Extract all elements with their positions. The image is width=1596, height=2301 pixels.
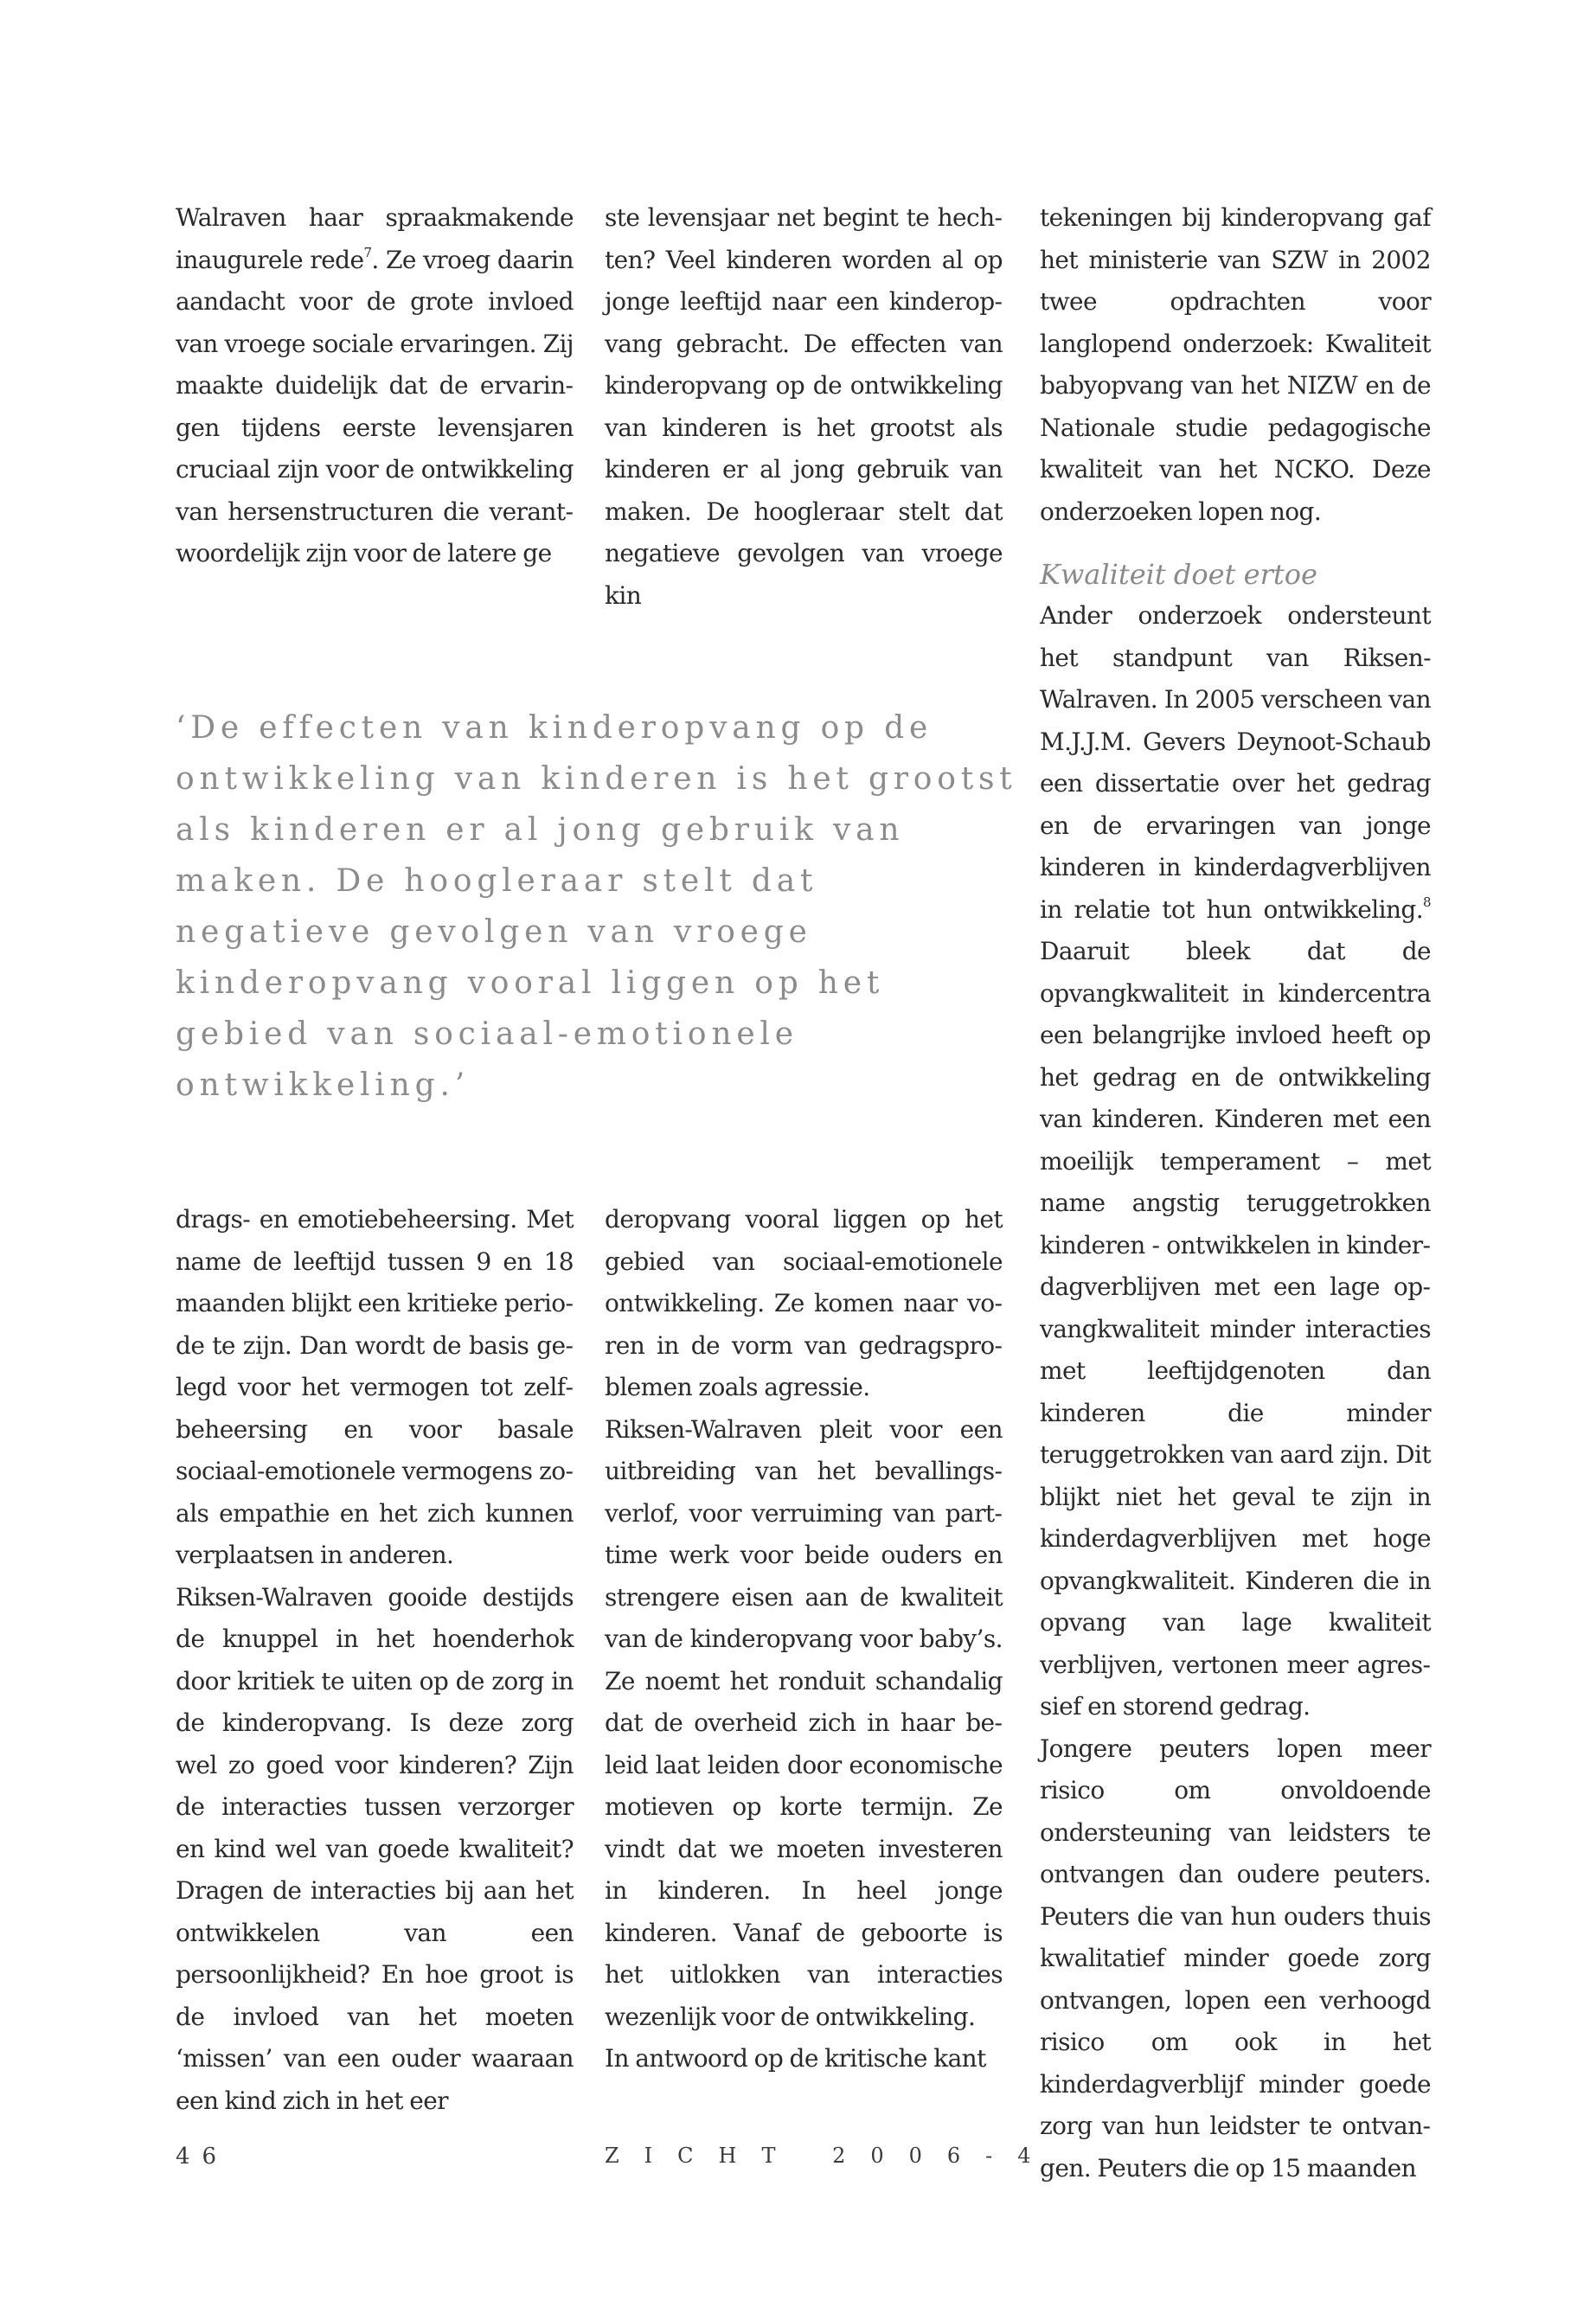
page-number: 46 (176, 2144, 229, 2170)
footnote-ref: 7 (363, 245, 372, 261)
body-paragraph: ste levensjaar net begint te hechten? Veel kinderen worden al op jonge leeftijd naar een kinderopvang gebracht. De effecten van kinderopvang op de ontwikkeling van kinderen is het grootst als kinderen er al jong gebruik van maken. De hoogleraar stelt dat negatieve gevolgen van vroege kin (605, 203, 1003, 610)
body-paragraph: Ander onderzoek ondersteunt het standpunt van Riksen-Walraven. In 2005 verscheen van M.J.J.M. Gevers Deynoot-Schaub een dissertatie over het gedrag en de ervaringen van jonge kinderen in kinderdagverblijven in relatie tot hun ontwikkeling.$^8$ Daaruit bleek dat de opvangkwaliteit in kindercentra een belangrijke invloed heeft op het gedrag en de ontwikkeling van kinderen. Kinderen met een moeilijk temperament – met name angstig teruggetrokken kinderen - ontwikkelen in kinderdagverblijven met een lage opvangkwaliteit minder interacties met leeftijdgenoten dan kinderen die minder teruggetrokken van aard zijn. Dit blijkt niet het geval te zijn in kinderdagverblijven met hoge opvangkwaliteit. Kinderen die in opvang van lage kwaliteit verblijven, vertonen meer agressief en storend gedrag. (1040, 601, 1431, 1721)
column-2-top (605, 197, 1003, 617)
body-paragraph: Riksen-Walraven gooide destijds de knuppel in het hoenderhok door kritiek te uiten op de zorg in de kinderopvang. Is deze zorg wel zo goed voor kinderen? Zijn de interacties tussen verzorger en kind wel van goede kwaliteit? Dragen de interacties bij aan het ontwikkelen van een persoonlijkheid? En hoe groot is de invloed van het moeten ‘missen’ van een ouder waaraan een kind zich in het eer (176, 1582, 574, 2115)
column-1-bottom (176, 1199, 574, 2122)
column-3 (1040, 197, 1431, 2189)
body-paragraph: tekeningen bij kinderopvang gaf het ministerie van SZW in 2002 twee opdrachten voor langlopend onderzoek: Kwaliteit babyopvang van het NIZW en de Nationale studie pedagogische kwaliteit van het NCKO. Deze onderzoeken lopen nog. (1040, 203, 1431, 526)
body-paragraph: Jongere peuters lopen meer risico om onvoldoende ondersteuning van leidsters te ontvangen dan oudere peuters. Peuters die van hun ouders thuis kwalitatief minder goede zorg ontvangen, lopen een verhoogd risico om ook in het kinderdagverblijf minder goede zorg van hun leidster te ontvangen. Peuters die op 15 maanden (1040, 1734, 1431, 2182)
pull-quote: ‘De effecten van kinderopvang op de ontwikkeling van kinderen is het grootst als kinderen er al jong gebruik van maken. De hoogleraar stelt dat negatieve gevolgen van vroege kinderopvang vooral liggen op het gebied van sociaal-emotionele ontwikkeling.’ (176, 710, 1017, 1103)
body-paragraph: In antwoord op de kritische kant (605, 2044, 986, 2073)
body-paragraph: Walraven haar spraakmakende inaugurele rede$^7$. Ze vroeg daarin aandacht voor de grote invloed van vroege sociale ervaringen. Zij maakte duidelijk dat de ervaringen tijdens eerste levensjaren cruciaal zijn voor de ontwikkeling van hersenstructuren die verantwoordelijk zijn voor de latere ge (176, 203, 574, 567)
section-subheading: Kwaliteit doet ertoe (1040, 558, 1317, 591)
running-footer: ZICHT 2006-4 (605, 2144, 1056, 2168)
body-paragraph: drags- en emotiebeheersing. Met name de leeftijd tussen 9 en 18 maanden blijkt een kritieke periode te zijn. Dan wordt de basis gelegd voor het vermogen tot zelfbeheersing en voor basale sociaal-emotionele vermogens zoals empathie en het zich kunnen verplaatsen in anderen. (176, 1205, 574, 1569)
body-paragraph: Riksen-Walraven pleit voor een uitbreiding van het bevallingsverlof, voor verruiming van parttime werk voor beide ouders en strengere eisen aan de kwaliteit van de kinderopvang voor baby’s. Ze noemt het ronduit schandalig dat de overheid zich in haar beleid laat leiden door economische motieven op korte termijn. Ze vindt dat we moeten investeren in kinderen. In heel jonge kinderen. Vanaf de geboorte is het uitlokken van interacties wezenlijk voor de ontwikkeling. (605, 1414, 1003, 2031)
footnote-ref: 8 (1423, 894, 1431, 911)
column-2-bottom (605, 1199, 1003, 2080)
column-1-top (176, 197, 574, 575)
body-paragraph: deropvang vooral liggen op het gebied van sociaal-emotionele ontwikkeling. Ze komen naar voren in de vorm van gedragsproblemen zoals agressie. (605, 1205, 1003, 1401)
